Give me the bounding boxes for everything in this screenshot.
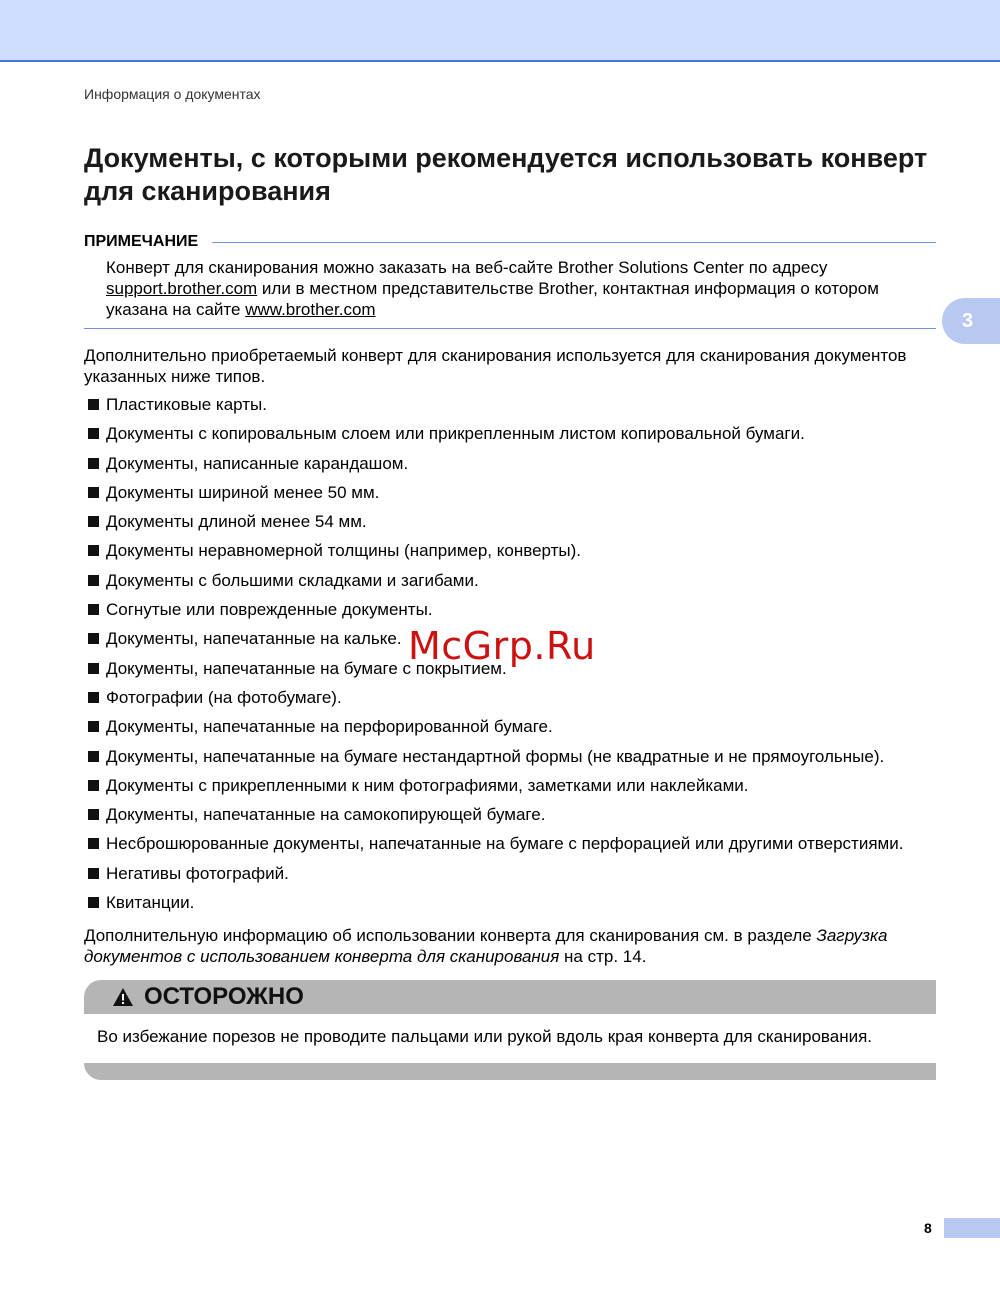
- page-number: 8: [924, 1220, 932, 1236]
- breadcrumb: Информация о документах: [84, 86, 261, 102]
- page-title: Документы, с которыми рекомендуется использовать конверт для сканирования: [84, 143, 928, 206]
- list-item: [88, 541, 968, 570]
- bullet-square-icon: [88, 458, 99, 469]
- list-item: [88, 395, 968, 424]
- page-number-tab: [944, 1218, 1000, 1238]
- list-item-text: Квитанции.: [106, 893, 195, 913]
- bullet-square-icon: [88, 751, 99, 762]
- header-band: [0, 0, 1000, 62]
- list-item: [88, 805, 968, 834]
- list-item-text: Согнутые или поврежденные документы.: [106, 600, 433, 620]
- note-header: [84, 232, 936, 252]
- bullet-square-icon: [88, 663, 99, 674]
- support-link[interactable]: support.brother.com: [106, 279, 258, 298]
- list-item-text: Негативы фотографий.: [106, 863, 289, 883]
- list-item-text: Документы, написанные карандашом.: [106, 453, 409, 473]
- bullet-square-icon: [88, 633, 99, 644]
- list-item-text: Фотографии (на фотобумаге).: [106, 687, 342, 707]
- more-info-part-1: Дополнительную информацию об использовании конверта для сканирования см. в разделе: [84, 926, 817, 945]
- note-box: [84, 232, 936, 329]
- list-item: [88, 776, 968, 805]
- bullet-square-icon: [88, 897, 99, 908]
- note-rule: [212, 242, 936, 243]
- caution-text: Во избежание порезов не проводите пальцами или рукой вдоль края конверта для сканирования.: [97, 1027, 873, 1046]
- section-reference: Загрузка документов с использованием конверта для сканирования: [84, 926, 888, 966]
- list-item-text: Документы с прикрепленными к ним фотографиями, заметками или наклейками.: [106, 775, 749, 795]
- bullet-square-icon: [88, 399, 99, 410]
- list-item-text: Пластиковые карты.: [106, 395, 267, 414]
- list-item-text: Документы, напечатанные на кальке.: [106, 629, 402, 649]
- list-item: [88, 747, 968, 776]
- bullet-square-icon: [88, 809, 99, 820]
- note-text-part-2: или в местном представительстве Brother, контактная информация о котором указана на сайте: [106, 279, 879, 319]
- bullet-square-icon: [88, 575, 99, 586]
- list-item: [88, 512, 968, 541]
- list-item-text: Документы шириной менее 50 мм.: [106, 482, 380, 502]
- list-item: [88, 483, 968, 512]
- list-item: [88, 834, 968, 863]
- note-title: ПРИМЕЧАНИЕ: [84, 233, 199, 250]
- list-item-text: Документы, напечатанные на бумаге нестандартной формы (не квадратные и не прямоугольные).: [106, 746, 885, 766]
- chapter-tab: 3: [942, 298, 1000, 344]
- list-item-text: Документы длиной менее 54 мм.: [106, 512, 367, 532]
- list-item-text: Документы с копировальным слоем или прикрепленным листом копировальной бумаги.: [106, 424, 805, 444]
- brother-link[interactable]: www.brother.com: [245, 300, 376, 319]
- list-item-text: Документы, напечатанные на перфорированной бумаге.: [106, 717, 553, 737]
- bullet-square-icon: [88, 838, 99, 849]
- caution-title: ОСТОРОЖНО: [144, 983, 304, 1010]
- list-item-text: Документы, напечатанные на самокопирующей бумаге.: [106, 805, 546, 825]
- more-info-part-2: на стр. 14.: [559, 947, 647, 966]
- list-item: [88, 571, 968, 600]
- caution-bottom-bar: [84, 1063, 936, 1080]
- intro-paragraph: Дополнительно приобретаемый конверт для сканирования используется для сканирования документов указанных ниже типов.: [84, 346, 907, 386]
- bullet-square-icon: [88, 721, 99, 732]
- list-item: [88, 893, 968, 922]
- bullet-square-icon: [88, 604, 99, 615]
- list-item-text: Документы неравномерной толщины (например, конверты).: [106, 541, 581, 561]
- bullet-square-icon: [88, 487, 99, 498]
- note-bottom-rule: [84, 328, 936, 329]
- note-text-part-1: Конверт для сканирования можно заказать на веб-сайте Brother Solutions Center по адресу: [106, 258, 828, 277]
- bullet-square-icon: [88, 868, 99, 879]
- list-item: [88, 717, 968, 746]
- list-item-text: Документы, напечатанные на бумаге с покрытием.: [106, 658, 507, 678]
- list-item-text: Несброшюрованные документы, напечатанные на бумаге с перфорацией или другими отверстиями.: [106, 834, 904, 854]
- watermark: McGrp.Ru: [408, 624, 596, 668]
- list-item-text: Документы с большими складками и загибами.: [106, 570, 479, 590]
- list-item: [88, 424, 968, 453]
- list-item: [88, 864, 968, 893]
- note-text: [106, 257, 936, 320]
- caution-header: [84, 980, 936, 1014]
- bullet-square-icon: [88, 780, 99, 791]
- caution-box: [84, 980, 936, 1080]
- bullet-square-icon: [88, 545, 99, 556]
- warning-triangle-icon: [112, 987, 134, 1007]
- bullet-square-icon: [88, 428, 99, 439]
- list-item: [88, 688, 968, 717]
- more-info-paragraph: [84, 925, 944, 967]
- bullet-square-icon: [88, 692, 99, 703]
- list-item: [88, 454, 968, 483]
- bullet-square-icon: [88, 516, 99, 527]
